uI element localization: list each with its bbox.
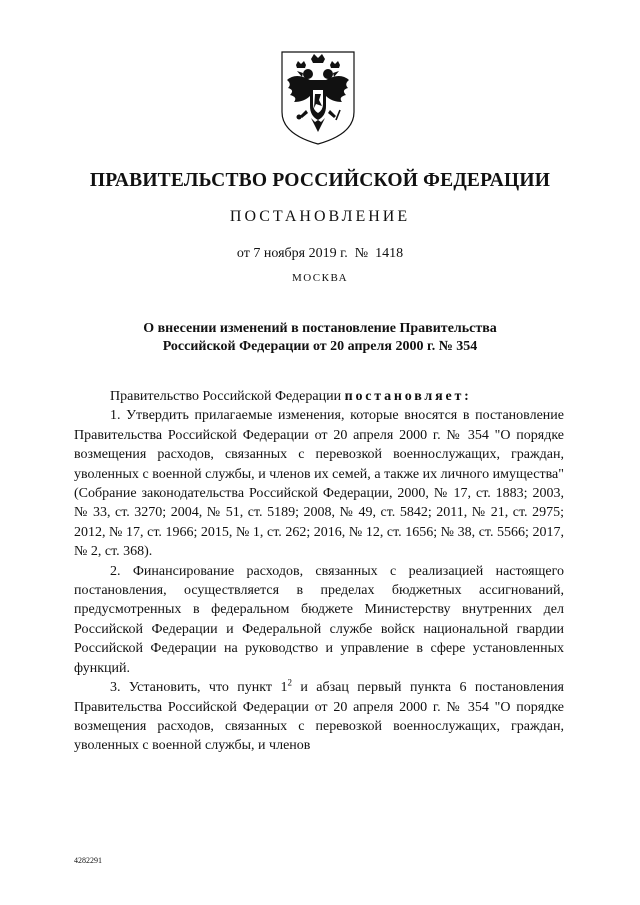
document-body — [74, 387, 564, 756]
document-type: ПОСТАНОВЛЕНИЕ — [229, 208, 411, 225]
paragraph-3 — [74, 678, 564, 756]
paragraph-3-start: 3. Установить, что пункт 1 — [110, 680, 288, 696]
paragraph-1: 1. Утвердить прилагаемые изменения, которые вносятся в постановление Правительства Российской Федерации от 20 апреля 2000 г. № 354 "О порядке возмещения расходов, связанных с перевозкой военнослужащих, граждан, уволенных с военной службы, и членов их семей, а также их личного имущества" (Собрание законодательства Российской Федерации, 2000, № 17, ст. 1883; 2003, № 33, ст. 3270; 2004, № 51, ст. 5189; 2008, № 49, ст. 5842; 2011, № 21, ст. 2975; 2012, № 17, ст. 1966; 2015, № 1, ст. 262; 2016, № 12, ст. 1656; № 38, ст. 5566; 2017, № 2, ст. 368). — [74, 408, 564, 560]
city-label: МОСКВА — [291, 272, 349, 284]
document-code: 4282291 — [74, 856, 102, 865]
subject-line-1: О внесении изменений в постановление Правительства — [143, 321, 497, 336]
subject-line-2: Российской Федерации от 20 апреля 2000 г. № 354 — [162, 339, 478, 354]
paragraph-2: 2. Финансирование расходов, связанных с реализацией настоящего постановления, осуществляется в пределах бюджетных ассигнований, предусмотренных в федеральном бюджете Министерству внутренних дел Российской Федерации и Федеральной службе войск национальной гвардии Российской Федерации на руководство и управление в сфере установленных функций. — [74, 563, 564, 676]
paragraph-3-rest: и абзац первый пункта 6 постановления Правительства Российской Федерации от 20 апреля 2000 г. № 354 "О порядке возмещения расходов, связанных с перевозкой военнослужащих, граждан, уволенных с военной службы, и членов — [74, 680, 564, 754]
superscript-index: 2 — [287, 677, 292, 688]
resolves-word: постановляет: — [344, 389, 472, 404]
preamble-paragraph — [74, 387, 564, 406]
russian-coat-of-arms-icon — [278, 50, 358, 146]
document-subject — [0, 320, 640, 356]
document-date-number: от 7 ноября 2019 г. № 1418 — [236, 246, 404, 261]
preamble-text: Правительство Российской Федерации — [110, 389, 345, 404]
government-title: ПРАВИТЕЛЬСТВО РОССИЙСКОЙ ФЕДЕРАЦИИ — [89, 170, 551, 191]
